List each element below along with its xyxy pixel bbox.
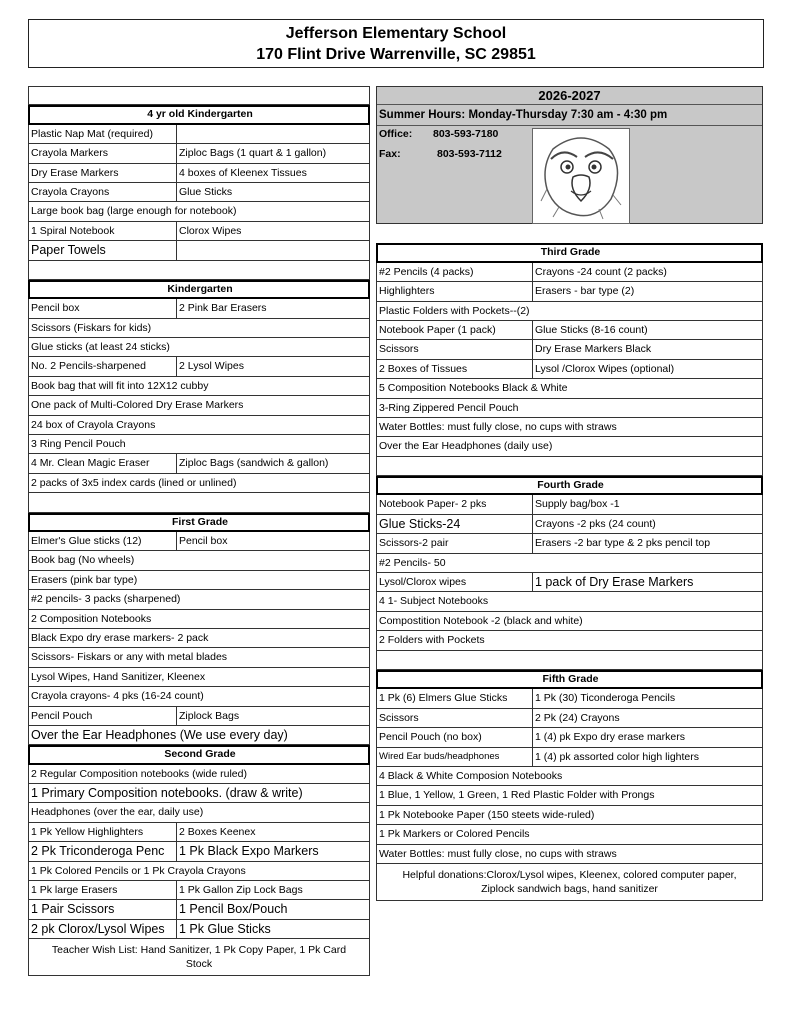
teacher-wish-list: Teacher Wish List: Hand Sanitizer, 1 Pk Copy Paper, 1 Pk Card Stock: [28, 939, 370, 976]
supply-item: Black Expo dry erase markers- 2 pack: [31, 631, 209, 644]
supply-item: Crayola Markers: [29, 144, 177, 162]
supply-row: [376, 806, 763, 825]
supply-row: [28, 164, 370, 183]
eagle-mascot-image: [532, 128, 630, 224]
supply-item: 3-Ring Zippered Pencil Pouch: [379, 401, 519, 414]
supply-row: [28, 241, 370, 260]
office-phone: 803-593-7180: [433, 128, 499, 140]
supply-item: #2 Pencils- 50: [379, 556, 446, 569]
supply-item: Scissors (Fiskars for kids): [31, 321, 152, 334]
supply-item: Glue Sticks-24: [377, 515, 533, 533]
grade-heading: [28, 513, 370, 532]
supply-row: [28, 900, 370, 919]
supply-row: [376, 379, 763, 398]
supply-item: 1 Pk large Erasers: [29, 881, 177, 899]
grade-title: Fourth Grade: [537, 479, 604, 492]
fax-phone: 803-593-7112: [437, 148, 502, 160]
supply-item: Crayola Crayons: [29, 183, 177, 201]
supply-item: 1 (4) pk Expo dry erase markers: [535, 731, 685, 744]
supply-item: 1 Pk Gallon Zip Lock Bags: [179, 884, 303, 897]
supply-item: Notebook Paper- 2 pks: [377, 495, 533, 513]
supply-item: 1 (4) pk assorted color high lighters: [535, 750, 699, 763]
supply-item: Dry Erase Markers: [29, 164, 177, 182]
supply-row: [28, 765, 370, 784]
supply-item: Over the Ear Headphones (We use every day): [31, 727, 288, 742]
supply-item: Pencil Pouch: [29, 707, 177, 725]
supply-item: Glue sticks (at least 24 sticks): [31, 341, 170, 354]
grade-title: Fifth Grade: [542, 672, 599, 685]
supply-row: [376, 786, 763, 805]
right-column: [376, 86, 763, 901]
grade-title: First Grade: [171, 515, 229, 528]
supply-row: [376, 360, 763, 379]
supply-row: [28, 416, 370, 435]
supply-row: [376, 728, 763, 747]
supply-row: [376, 554, 763, 573]
grade-title: 4 yr old Kindergarten: [147, 108, 253, 121]
supply-row: [376, 592, 763, 611]
supply-item: Pencil Pouch (no box): [377, 728, 533, 746]
blank-row: [28, 261, 370, 280]
supply-item: Supply bag/box -1: [535, 498, 620, 511]
supply-item: Pencil box: [29, 299, 177, 317]
supply-item: Clorox Wipes: [179, 224, 242, 237]
office-label: Office:: [379, 128, 413, 140]
supply-row: [28, 571, 370, 590]
supply-item: 3 Ring Pencil Pouch: [31, 438, 126, 451]
supply-row: [28, 803, 370, 822]
supply-item: 1 Blue, 1 Yellow, 1 Green, 1 Red Plastic Folder with Prongs: [379, 789, 655, 802]
supply-item: 4 1- Subject Notebooks: [379, 595, 489, 608]
supply-item: 1 Pk Colored Pencils or 1 Pk Crayola Crayons: [31, 864, 246, 877]
blank-row: [376, 457, 763, 476]
supply-item: 2 Pk (24) Crayons: [535, 711, 620, 724]
supply-item: Paper Towels: [29, 241, 177, 259]
supply-item: 2 Regular Composition notebooks (wide ruled): [31, 767, 247, 780]
supply-item: Book bag that will fit into 12X12 cubby: [31, 379, 209, 392]
supply-item: 1 Pk Black Expo Markers: [179, 844, 319, 859]
supply-row: [376, 515, 763, 534]
supply-row: [28, 125, 370, 144]
supply-item: [177, 241, 369, 259]
supply-row: [28, 784, 370, 803]
supply-row: [28, 357, 370, 376]
supply-row: [28, 862, 370, 881]
supply-item: 2 pk Clorox/Lysol Wipes: [29, 920, 177, 938]
supply-item: Book bag (No wheels): [31, 554, 135, 567]
school-info-box: [376, 86, 763, 224]
supply-row: [28, 396, 370, 415]
supply-item: Glue Sticks: [179, 185, 233, 198]
helpful-donations: Helpful donations:Clorox/Lysol wipes, Kleenex, colored computer paper, Ziplock sandwich bags, hand sanitizer: [376, 864, 763, 901]
fax-label: Fax:: [379, 148, 401, 160]
supply-row: [28, 707, 370, 726]
supply-item: 2 Pink Bar Erasers: [179, 302, 267, 315]
supply-row: [376, 302, 763, 321]
supply-row: [376, 767, 763, 786]
summer-hours: Summer Hours: Monday-Thursday 7:30 am - 4:30 pm: [377, 105, 762, 126]
supply-row: [376, 748, 763, 767]
supply-row: [28, 610, 370, 629]
supply-item: Wired Ear buds/headphones: [377, 748, 533, 766]
supply-row: [376, 845, 763, 864]
supply-item: 5 Composition Notebooks Black & White: [379, 382, 568, 395]
supply-item: 1 Pk (30) Ticonderoga Pencils: [535, 692, 676, 705]
supply-row: [28, 435, 370, 454]
supply-item: Large book bag (large enough for notebook): [31, 205, 237, 218]
supply-item: Notebook Paper (1 pack): [377, 321, 533, 339]
supply-row: [28, 668, 370, 687]
supply-item: Plastic Folders with Pockets--(2): [379, 304, 530, 317]
supply-row: [28, 377, 370, 396]
supply-row: [376, 631, 763, 650]
supply-item: 2 Pk Triconderoga Penc: [29, 842, 177, 860]
supply-item: 1 pack of Dry Erase Markers: [535, 575, 694, 590]
supply-item: 4 boxes of Kleenex Tissues: [179, 166, 307, 179]
supply-item: Dry Erase Markers Black: [535, 343, 652, 356]
grade-heading: [28, 280, 370, 299]
blank-row: [376, 651, 763, 670]
supply-item: Scissors- Fiskars or any with metal blades: [31, 651, 228, 664]
grade-title: Kindergarten: [167, 282, 233, 295]
supply-row: [28, 687, 370, 706]
supply-row: [28, 338, 370, 357]
supply-item: One pack of Multi-Colored Dry Erase Markers: [31, 399, 244, 412]
supply-item: 1 Pk (6) Elmers Glue Sticks: [377, 689, 533, 707]
eagle-mascot-icon: [533, 129, 629, 223]
supply-row: [28, 532, 370, 551]
supply-row: [376, 612, 763, 631]
supply-item: Ziplock Bags: [179, 709, 240, 722]
supply-row: [376, 825, 763, 844]
supply-row: [28, 183, 370, 202]
supply-item: 2 Boxes Keenex: [179, 825, 256, 838]
supply-row: [376, 573, 763, 592]
supply-item: 24 box of Crayola Crayons: [31, 418, 156, 431]
supply-row: [28, 144, 370, 163]
supply-item: 1 Primary Composition notebooks. (draw & write): [31, 786, 303, 801]
supply-item: 4 Black & White Composion Notebooks: [379, 769, 563, 782]
supply-item: 2 Boxes of Tissues: [377, 360, 533, 378]
grade-heading: [376, 243, 763, 262]
supply-item: Lysol Wipes, Hand Sanitizer, Kleenex: [31, 670, 206, 683]
supply-row: [28, 726, 370, 745]
supply-row: [376, 534, 763, 553]
school-address: 170 Flint Drive Warrenville, SC 29851: [256, 46, 536, 63]
supply-item: Over the Ear Headphones (daily use): [379, 440, 553, 453]
grade-heading: [28, 745, 370, 764]
school-header: [28, 19, 764, 68]
supply-item: 1 Pencil Box/Pouch: [179, 902, 288, 917]
supply-item: Erasers - bar type (2): [535, 285, 635, 298]
supply-item: Pencil box: [179, 534, 228, 547]
grade-heading: [28, 105, 370, 124]
supply-row: [28, 222, 370, 241]
supply-item: Scissors: [377, 340, 533, 358]
grade-title: Second Grade: [164, 748, 236, 761]
supply-item: Lysol /Clorox Wipes (optional): [535, 362, 675, 375]
supply-item: 4 Mr. Clean Magic Eraser: [29, 454, 177, 472]
supply-item: Erasers -2 bar type & 2 pks pencil top: [535, 537, 711, 550]
supply-row: [28, 590, 370, 609]
supply-item: 1 Pk Notebooke Paper (150 steets wide-ruled): [379, 808, 595, 821]
supply-row: [28, 299, 370, 318]
school-year: 2026-2027: [377, 87, 762, 105]
supply-row: [376, 263, 763, 282]
supply-row: [376, 418, 763, 437]
supply-item: Crayons -24 count (2 packs): [535, 265, 667, 278]
supply-row: [376, 399, 763, 418]
supply-row: [28, 319, 370, 338]
supply-item: 1 Spiral Notebook: [29, 222, 177, 240]
supply-item: [177, 125, 369, 143]
school-name: Jefferson Elementary School: [285, 25, 507, 42]
supply-row: [28, 454, 370, 473]
supply-item: #2 Pencils (4 packs): [377, 263, 533, 281]
supply-row: [28, 920, 370, 939]
supply-item: Crayons -2 pks (24 count): [535, 517, 656, 530]
supply-item: Scissors-2 pair: [377, 534, 533, 552]
supply-row: [28, 881, 370, 900]
supply-row: [376, 709, 763, 728]
blank-row: [28, 493, 370, 512]
supply-row: [28, 842, 370, 861]
supply-item: Scissors: [377, 709, 533, 727]
supply-row: [28, 551, 370, 570]
supply-row: [376, 437, 763, 456]
supply-item: Plastic Nap Mat (required): [29, 125, 177, 143]
supply-row: [376, 340, 763, 359]
supply-item: Headphones (over the ear, daily use): [31, 806, 204, 819]
grade-heading: [376, 670, 763, 689]
supply-item: Water Bottles: must fully close, no cups with straws: [379, 847, 617, 860]
supply-item: 1 Pair Scissors: [29, 900, 177, 918]
supply-item: Glue Sticks (8-16 count): [535, 323, 648, 336]
left-column: [28, 86, 370, 976]
supply-item: 1 Pk Yellow Highlighters: [29, 823, 177, 841]
supply-item: 2 Composition Notebooks: [31, 612, 152, 625]
supply-item: Water Bottles: must fully close, no cups with straws: [379, 420, 617, 433]
supply-item: Ziploc Bags (sandwich & gallon): [179, 457, 329, 470]
supply-item: 2 Lysol Wipes: [179, 360, 244, 373]
blank-row: [28, 86, 370, 105]
supply-row: [376, 282, 763, 301]
supply-item: Compostition Notebook -2 (black and white): [379, 614, 583, 627]
supply-item: No. 2 Pencils-sharpened: [29, 357, 177, 375]
grade-title: Third Grade: [540, 246, 601, 259]
supply-item: Elmer's Glue sticks (12): [29, 532, 177, 550]
supply-row: [28, 202, 370, 221]
supply-item: Ziploc Bags (1 quart & 1 gallon): [179, 147, 327, 160]
supply-item: #2 pencils- 3 packs (sharpened): [31, 593, 181, 606]
contact-info: [377, 126, 762, 223]
supply-row: [376, 689, 763, 708]
supply-item: 1 Pk Glue Sticks: [179, 921, 271, 936]
supply-row: [376, 495, 763, 514]
supply-item: 2 packs of 3x5 index cards (lined or unlined): [31, 476, 237, 489]
supply-item: Lysol/Clorox wipes: [377, 573, 533, 591]
supply-item: 2 Folders with Pockets: [379, 634, 485, 647]
supply-row: [28, 474, 370, 493]
supply-item: 1 Pk Markers or Colored Pencils: [379, 828, 530, 841]
supply-row: [28, 629, 370, 648]
grade-heading: [376, 476, 763, 495]
supply-row: [376, 321, 763, 340]
supply-item: Highlighters: [377, 282, 533, 300]
right-sections: [376, 243, 763, 901]
supply-row: [28, 648, 370, 667]
supply-row: [28, 823, 370, 842]
supply-item: Erasers (pink bar type): [31, 573, 138, 586]
supply-item: Crayola crayons- 4 pks (16-24 count): [31, 690, 204, 703]
